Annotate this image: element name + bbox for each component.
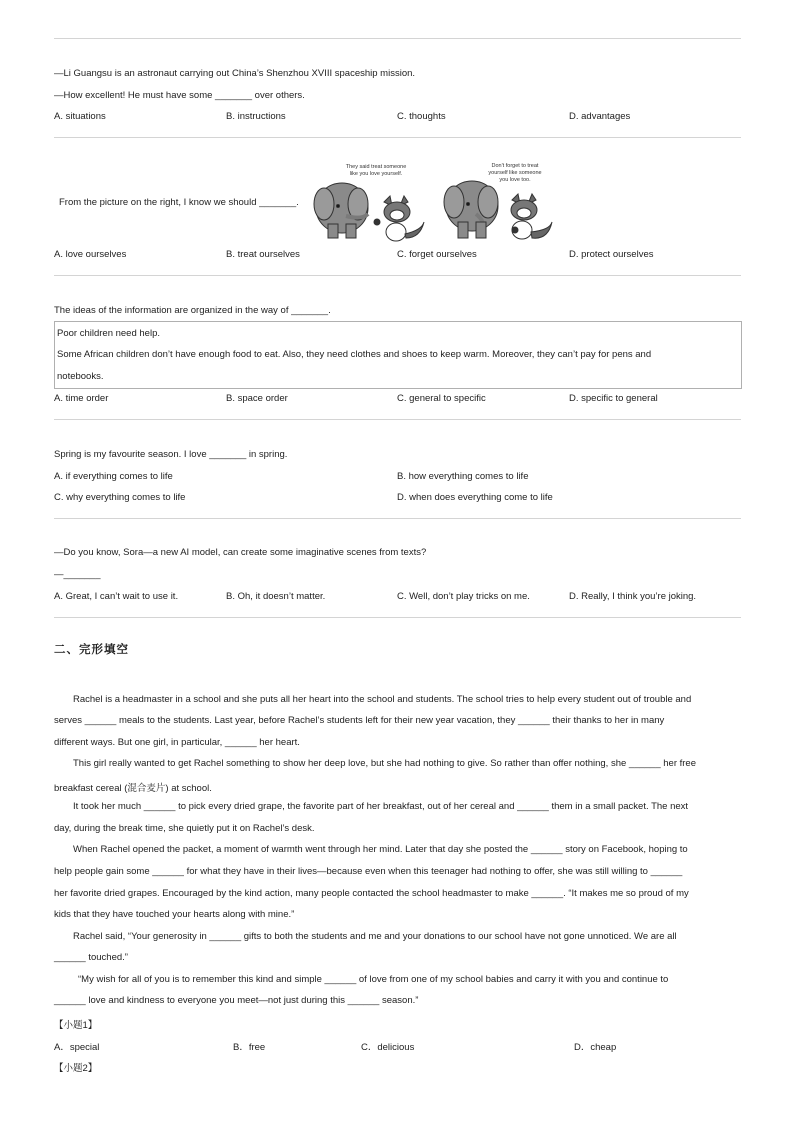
q2-option-b[interactable]: B. treat ourselves	[226, 249, 300, 260]
q2-bubble-right-line1: Don't forget to treat	[491, 163, 539, 169]
sub1-option-c[interactable]: C．delicious	[361, 1042, 415, 1053]
q1-option-d[interactable]: D. advantages	[569, 111, 631, 122]
elephant-illustration	[444, 181, 498, 238]
q1-line2: —How excellent! He must have some _______ over others.	[54, 90, 305, 101]
passage-line: her favorite dried grapes. Encouraged by the kind action, many people contacted the school headmaster to make ______. “It makes me so proud of my	[54, 888, 689, 899]
q3-stem: The ideas of the information are organized in the way of _______.	[54, 305, 331, 316]
q4-stem: Spring is my favourite season. I love _______ in spring.	[54, 449, 288, 460]
separator-line	[54, 419, 741, 420]
q3-box-line2: Some African children don’t have enough food to eat. Also, they need clothes and shoes to keep warm. Moreover, they can’t pay for pens and	[57, 349, 652, 360]
passage-line: kids that they have touched your hearts along with mine.”	[54, 909, 295, 920]
q5-option-a[interactable]: A. Great, I can’t wait to use it.	[54, 591, 179, 602]
q3-box-line3: notebooks.	[57, 371, 104, 382]
separator-line	[54, 617, 741, 618]
q5-line2: —_______	[54, 569, 101, 580]
sub1-option-a[interactable]: A．special	[54, 1042, 100, 1053]
q1-line1: —Li Guangsu is an astronaut carrying out China’s Shenzhou XVIII spaceship mission.	[54, 68, 416, 79]
section-heading: 二、完形填空	[54, 642, 129, 656]
q5-option-b[interactable]: B. Oh, it doesn’t matter.	[226, 591, 326, 602]
fox-illustration	[511, 194, 552, 239]
passage-line: help people gain some ______ for what they have in their lives—because even when this teenager had nothing to offer, she was still willing to ______	[54, 866, 683, 877]
sub1-option-d[interactable]: D．cheap	[574, 1042, 617, 1053]
q2-option-d[interactable]: D. protect ourselves	[569, 249, 654, 260]
q5-line1: —Do you know, Sora—a new AI model, can create some imaginative scenes from texts?	[54, 547, 427, 558]
q3-text-box	[54, 321, 742, 389]
separator-line	[54, 38, 741, 39]
q4-option-d[interactable]: D. when does everything come to life	[397, 492, 553, 503]
passage-line: This girl really wanted to get Rachel something to show her deep love, but she had nothing to give. So rather than offer nothing, she ______ her free	[73, 758, 696, 769]
q2-option-a[interactable]: A. love ourselves	[54, 249, 127, 260]
fox-illustration	[374, 196, 424, 241]
passage-line: different ways. But one girl, in particular, ______ her heart.	[54, 737, 300, 748]
separator-line	[54, 137, 741, 138]
q4-option-b[interactable]: B. how everything comes to life	[397, 471, 529, 482]
subquestion-2-label: 【小题2】	[54, 1063, 98, 1074]
passage-line: It took her much ______ to pick every dried grape, the favorite part of her breakfast, out of her cereal and ______ them in a small packet. The next	[73, 801, 689, 812]
q2-option-c[interactable]: C. forget ourselves	[397, 249, 477, 260]
passage-line: When Rachel opened the packet, a moment of warmth went through her mind. Later that day she posted the ______ story on Facebook, hoping to	[73, 844, 688, 855]
q2-bubble-left-line2: like you love yourself.	[349, 171, 403, 177]
q2-bubble-right-line2: yourself like someone	[488, 170, 542, 176]
elephant-illustration	[314, 183, 368, 238]
q1-option-c[interactable]: C. thoughts	[397, 111, 446, 122]
passage-line: serves ______ meals to the students. Last year, before Rachel’s students left for their new year vacation, they ______ their thanks to her in many	[54, 715, 665, 726]
separator-line	[54, 275, 741, 276]
q1-option-a[interactable]: A. situations	[54, 111, 106, 122]
passage-line: breakfast cereal (混合麦片) at school.	[54, 783, 212, 794]
passage-line: day, during the break time, she quietly put it on Rachel’s desk.	[54, 823, 315, 834]
q5-option-d[interactable]: D. Really, I think you’re joking.	[569, 591, 697, 602]
separator-line	[54, 518, 741, 519]
q3-box-line1: Poor children need help.	[57, 328, 160, 339]
q5-option-c[interactable]: C. Well, don’t play tricks on me.	[397, 591, 530, 602]
q4-option-c[interactable]: C. why everything comes to life	[54, 492, 186, 503]
subquestion-1-label: 【小题1】	[54, 1020, 98, 1031]
q3-option-d[interactable]: D. specific to general	[569, 393, 658, 404]
q4-option-a[interactable]: A. if everything comes to life	[54, 471, 173, 482]
passage-line: Rachel is a headmaster in a school and she puts all her heart into the school and students. The school tries to help every student out of trouble and	[73, 694, 692, 705]
q3-option-b[interactable]: B. space order	[226, 393, 288, 404]
q2-bubble-left-line1: They said treat someone	[345, 164, 407, 170]
sub1-option-b[interactable]: B．free	[233, 1042, 266, 1053]
q1-option-b[interactable]: B. instructions	[226, 111, 286, 122]
passage-line: ______ touched.”	[54, 952, 128, 963]
q2-stem: From the picture on the right, I know we should _______.	[59, 197, 299, 208]
passage-line: “My wish for all of you is to remember this kind and simple ______ of love from one of my school babies and carry it with you and continue to	[78, 974, 669, 985]
passage-line: ______ love and kindness to everyone you meet—not just during this ______ season.”	[54, 995, 419, 1006]
elephant-fox-cartoon	[312, 160, 562, 244]
q2-bubble-right-line3: you love too.	[499, 177, 531, 183]
passage-line: Rachel said, “Your generosity in ______ gifts to both the students and me and your donations to our school have not gone unnoticed. We are all	[73, 931, 677, 942]
q3-option-c[interactable]: C. general to specific	[397, 393, 486, 404]
q3-option-a[interactable]: A. time order	[54, 393, 109, 404]
